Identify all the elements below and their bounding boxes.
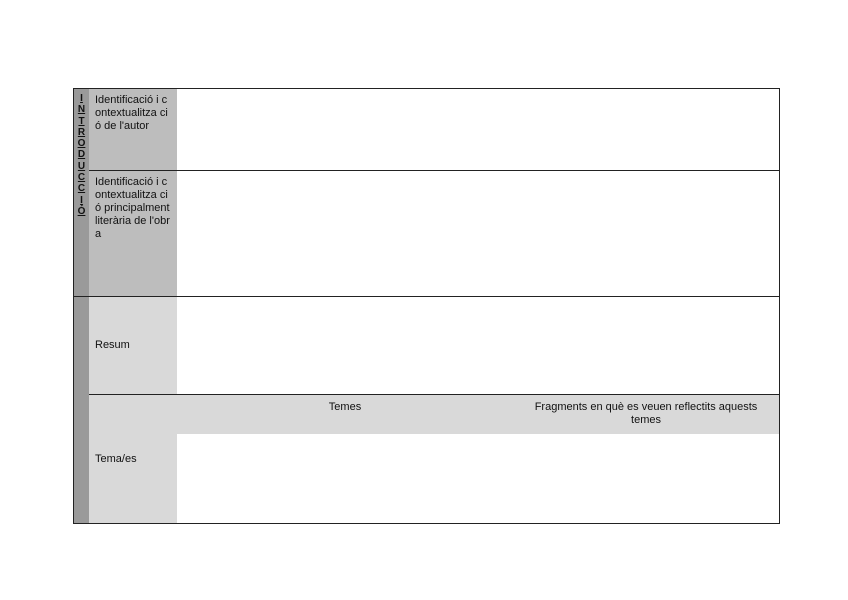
fragment-cell[interactable] [513, 462, 780, 492]
intro-letter: D [77, 149, 86, 161]
intro-letter: I [80, 194, 83, 206]
summary-text: Resum [95, 339, 130, 351]
intro-letter: U [77, 160, 86, 172]
intro-letter: C [77, 172, 86, 184]
fragment-cell[interactable] [513, 434, 780, 463]
summary-label [89, 296, 178, 395]
themes-column-header-text: Temes [328, 401, 362, 413]
work-identification-label [89, 170, 178, 297]
theme-cell[interactable] [177, 462, 514, 492]
themes-text: Tema/es [95, 452, 137, 465]
themes-label [89, 394, 178, 524]
themes-column-header [177, 394, 514, 435]
intro-letter: T [78, 115, 85, 127]
introduction-side-strip [73, 88, 90, 524]
theme-cell[interactable] [177, 434, 514, 463]
summary-field[interactable] [177, 296, 780, 395]
author-identification-field[interactable] [177, 88, 780, 171]
theme-cell[interactable] [177, 491, 514, 524]
author-identification-text: Identificació i contextualitza ció de l'autor [95, 94, 168, 132]
intro-letter: N [77, 104, 86, 116]
intro-letter: O [77, 138, 86, 150]
author-identification-label [89, 88, 178, 171]
side-strip-divider [73, 296, 90, 297]
fragment-cell[interactable] [513, 491, 780, 524]
intro-letter: R [77, 126, 86, 138]
intro-letter: C [77, 183, 86, 195]
intro-letter: Ó [77, 205, 86, 217]
introduction-vertical-label [74, 93, 89, 217]
intro-letter: I [80, 93, 83, 104]
fragments-column-header-text: Fragments en què es veuen reflectits aquests temes [534, 401, 758, 426]
fragments-column-header [513, 394, 780, 435]
work-identification-text: Identificació i contextualitza ció principalment literària de l'obra [95, 176, 170, 240]
work-identification-field[interactable] [177, 170, 780, 297]
